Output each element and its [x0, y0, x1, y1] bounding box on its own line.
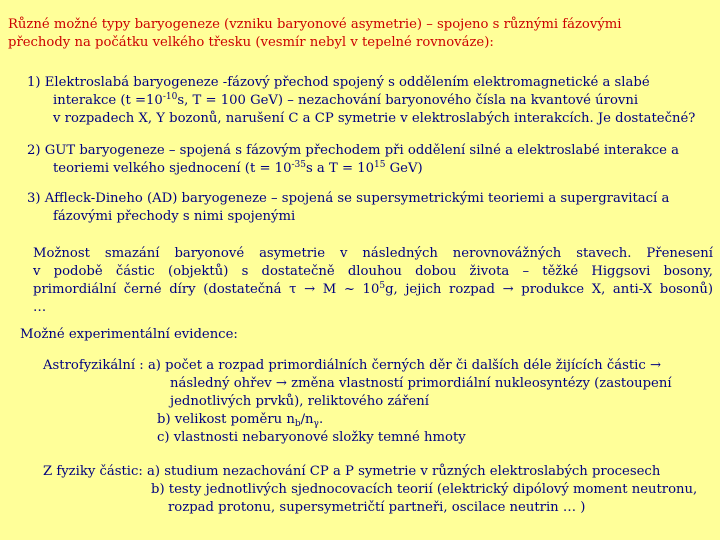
subscript: b: [294, 419, 301, 429]
item-line: 1) Elektroslabá baryogeneze -fázový přechod spojený s oddělením elektromagnetické a slabé: [27, 75, 650, 90]
particle-physics-evidence: [43, 463, 697, 517]
title-line: Různé možné typy baryogeneze (vzniku baryonové asymetrie) – spojeno s různými fázovými: [8, 17, 622, 32]
particle-line: Z fyziky částic: a) studium nezachování CP a P symetrie v různých elektroslabých procesech: [43, 464, 661, 479]
paragraph-line: v podobě částic (objektů) s dostatečně dlouhou dobou života – těžké Higgsovi bosony,: [33, 264, 713, 279]
superscript: 15: [374, 160, 386, 170]
superscript: -35: [291, 160, 306, 170]
astro-line: Astrofyzikální : a) počet a rozpad primordiálních černých děr či dalších déle žijících částic →: [43, 358, 662, 373]
item-line: [27, 92, 695, 110]
item-line: [27, 160, 679, 178]
astro-line: [43, 411, 672, 429]
paragraph-line: [33, 281, 713, 299]
asymmetry-paragraph: [33, 245, 713, 317]
list-item-affleck-dine: [27, 190, 669, 226]
paragraph-line: Možnost smazání baryonové asymetrie v následných nerovnovážných stavech. Přenesení: [33, 246, 713, 261]
slide-title: [8, 16, 622, 52]
text-run: s, T = 100 GeV) – nezachování baryonového čísla na kvantové úrovni: [177, 93, 639, 108]
item-line: fázovými přechody s nimi spojenými: [53, 209, 296, 224]
particle-line: rozpad protonu, supersymetričtí partneři, oscilace neutrin … ): [168, 500, 586, 515]
evidence-heading: Možné experimentální evidence:: [20, 327, 238, 342]
text-run: interakce (t =10: [53, 93, 163, 108]
text-run: .: [318, 412, 324, 427]
list-item-gut: [27, 142, 679, 178]
subscript: γ: [313, 419, 319, 429]
text-run: s a T = 10: [305, 161, 374, 176]
astro-line: c) vlastnosti nebaryonové složky temné hmoty: [157, 430, 466, 445]
text-run: g, jejich rozpad → produkce X, anti-X bosonů): [385, 282, 713, 297]
paragraph-line: …: [33, 300, 47, 315]
text-run: GeV): [385, 161, 423, 176]
astro-line: následný ohřev → změna vlastností primordiální nukleosyntézy (zastoupení: [170, 376, 672, 391]
particle-line: b) testy jednotlivých sjednocovacích teorií (elektrický dipólový moment neutronu,: [151, 482, 698, 497]
superscript: 5: [379, 281, 386, 291]
text-run: /n: [300, 412, 314, 427]
text-run: teoriemi velkého sjednocení (t = 10: [53, 161, 292, 176]
item-line: v rozpadech X, Y bozonů, narušení C a CP symetrie v elektroslabých interakcích. Je dostatečné?: [53, 111, 696, 126]
astro-line: jednotlivých prvků), reliktového záření: [170, 394, 429, 409]
item-line: 2) GUT baryogeneze – spojená s fázovým přechodem při oddělení silné a elektroslabé interakce a: [27, 143, 680, 158]
item-line: 3) Affleck-Dineho (AD) baryogeneze – spojená se supersymetrickými teoriemi a supergravitací a: [27, 191, 670, 206]
text-run: primordiální černé díry (dostatečná τ → M ~ 10: [33, 282, 380, 297]
astrophysical-evidence: [43, 357, 672, 447]
text-run: b) velikost poměru n: [157, 412, 295, 427]
title-line: přechody na počátku velkého třesku (vesmír nebyl v tepelné rovnováze):: [8, 35, 494, 50]
superscript: -10: [162, 92, 178, 102]
list-item-electroweak: [27, 74, 695, 128]
